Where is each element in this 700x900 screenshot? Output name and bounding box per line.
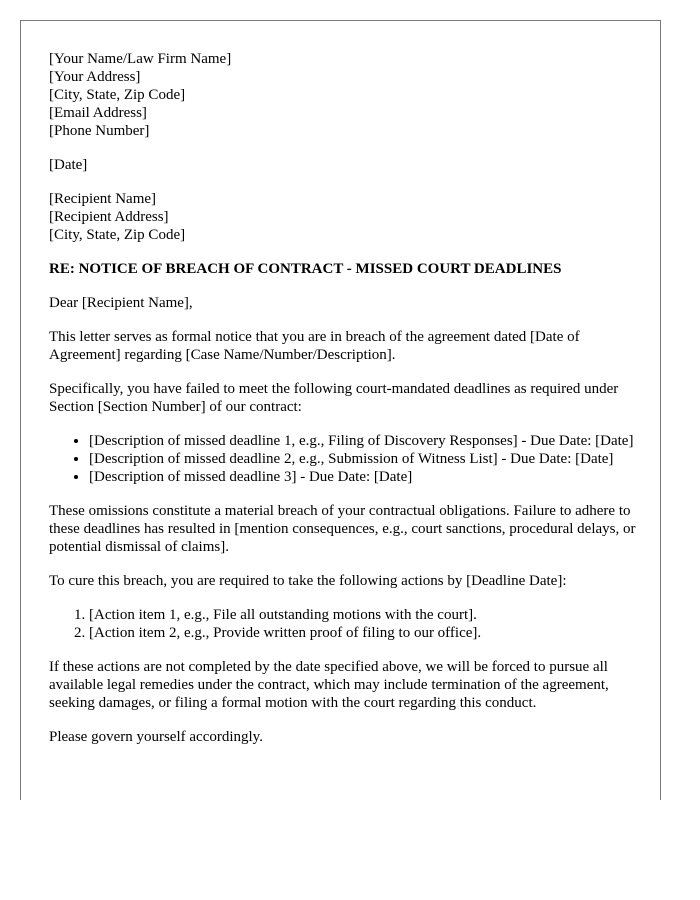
letter-date: [Date] [49,157,88,173]
paragraph-closing: Please govern yourself accordingly. [49,729,263,745]
recipient-city-state-zip: [City, State, Zip Code] [49,227,186,243]
sender-name: [Your Name/Law Firm Name] [49,51,232,67]
list-item: • [Description of missed deadline 3] - Due Date: [Date] [89,468,639,486]
recipient-address: [Recipient Address] [49,209,169,225]
list-item: • [Description of missed deadline 2, e.g., Submission of Witness List] - Due Date: [Date] [89,450,639,468]
list-item: • [Description of missed deadline 1, e.g., Filing of Discovery Responses] - Due Date: [Date] [89,432,639,450]
sender-email: [Email Address] [49,105,147,121]
letter-content [49,50,639,746]
subject-line: RE: NOTICE OF BREACH OF CONTRACT - MISSED COURT DEADLINES [49,261,562,277]
spacer [49,590,639,606]
list-item: 1. [Action item 1, e.g., File all outstanding motions with the court]. [89,606,639,624]
spacer [49,278,639,294]
spacer [49,712,639,728]
spacer [49,416,639,432]
paragraph-remedies: If these actions are not completed by the date specified above, we will be forced to pursue all available legal remedies under the contract, which may include termination of the agreement, seeking damages, or filing a formal motion with the court regarding this conduct. [49,659,609,711]
spacer [49,140,639,156]
recipient-block [49,190,639,244]
sender-phone: [Phone Number] [49,123,150,139]
sender-block [49,50,639,140]
list-item: 2. [Action item 2, e.g., Provide written proof of filing to our office]. [89,624,639,642]
paragraph-consequences: These omissions constitute a material breach of your contractual obligations. Failure to adhere to these deadlines has resulted in [mention consequences, e.g., court sanctions, procedural delays, or potential dismissal of claims]. [49,503,636,555]
letter-page [20,20,661,800]
missed-deadlines-list [49,432,639,486]
spacer [49,556,639,572]
action-items-list [49,606,639,642]
paragraph-specifics: Specifically, you have failed to meet the following court-mandated deadlines as required under Section [Section Number] of our contract: [49,381,619,415]
spacer [49,244,639,260]
spacer [49,174,639,190]
spacer [49,642,639,658]
paragraph-intro: This letter serves as formal notice that you are in breach of the agreement dated [Date of Agreement] regarding [Case Name/Number/Description]. [49,329,580,363]
salutation: Dear [Recipient Name], [49,295,193,311]
spacer [49,364,639,380]
recipient-name: [Recipient Name] [49,191,157,207]
paragraph-cure: To cure this breach, you are required to take the following actions by [Deadline Date]: [49,573,567,589]
sender-city-state-zip: [City, State, Zip Code] [49,87,186,103]
spacer [49,486,639,502]
spacer [49,312,639,328]
sender-address: [Your Address] [49,69,141,85]
